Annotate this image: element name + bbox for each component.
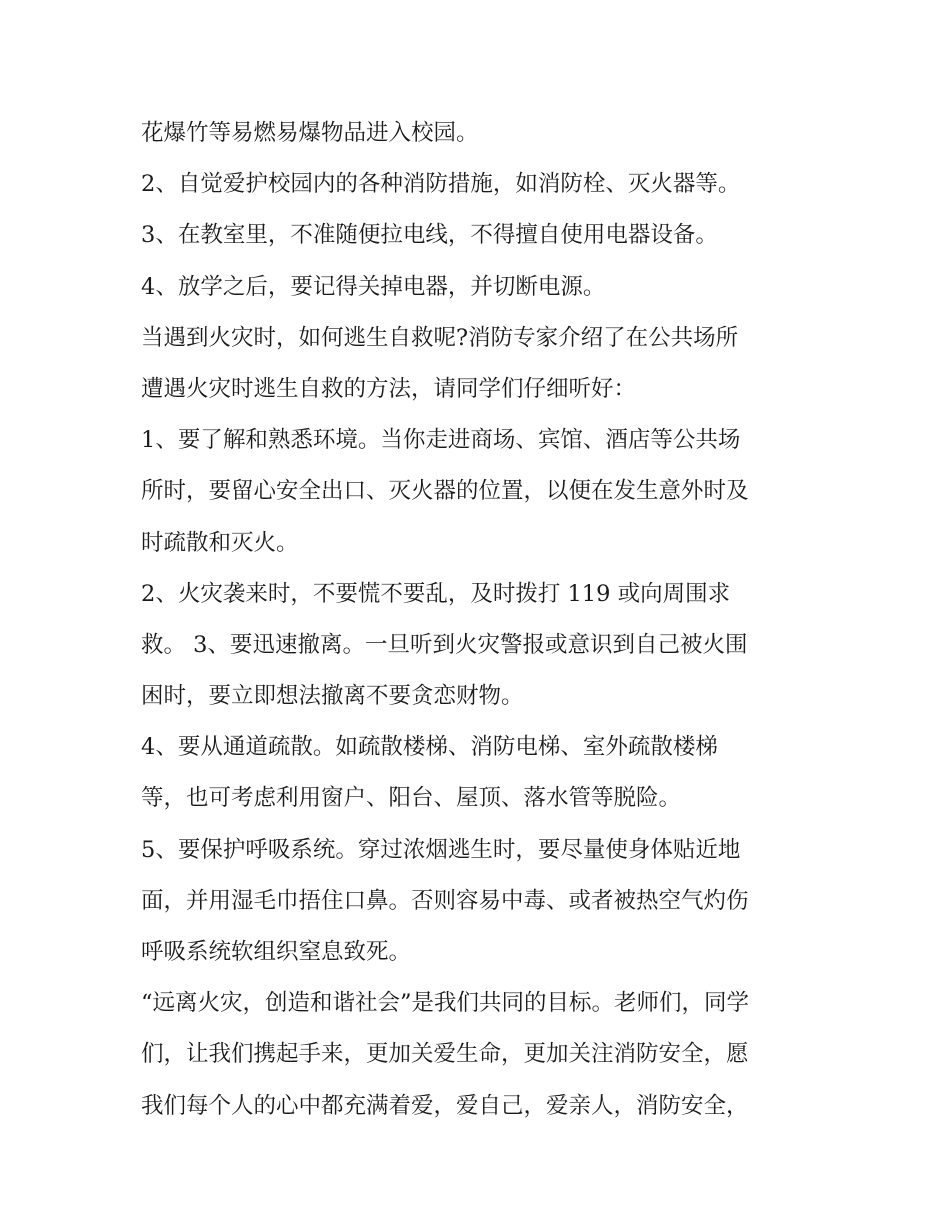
text-line: 2、自觉爱护校园内的各种消防措施，如消防栓、灭火器等。 <box>141 171 741 198</box>
text-line: 遭遇火灾时逃生自救的方法，请同学们仔细听好： <box>141 375 637 402</box>
text-line: 3、在教室里，不准随便拉电线，不得擅自使用电器设备。 <box>141 222 718 249</box>
text-line: 时疏散和灭火。 <box>141 529 299 556</box>
text-line: “远离火灾，创造和谐社会”是我们共同的目标。老师们，同学 <box>141 990 750 1017</box>
text-line: 花爆竹等易燃易爆物品进入校园。 <box>141 120 479 146</box>
text-line: 等，也可考虑利用窗户、阳台、屋顶、落水管等脱险。 <box>141 785 682 812</box>
text-line: 困时，要立即想法撤离不要贪恋财物。 <box>141 683 524 710</box>
text-line: 所时，要留心安全出口、灭火器的位置，以便在发生意外时及 <box>141 478 749 505</box>
text-line: 我们每个人的心中都充满着爱，爱自己，爱亲人，消防安全， <box>141 1092 749 1119</box>
text-line: 4、放学之后，要记得关掉电器，并切断电源。 <box>141 273 606 300</box>
text-line: 面，并用湿毛巾捂住口鼻。否则容易中毒、或者被热空气灼伤 <box>141 887 749 914</box>
text-line: 5、要保护呼吸系统。穿过浓烟逃生时，要尽量使身体贴近地 <box>141 836 741 863</box>
text-line: 救。 3、要迅速撤离。一旦听到火灾警报或意识到自己被火围 <box>141 631 748 658</box>
text-line: 4、要从通道疏散。如疏散楼梯、消防电梯、室外疏散楼梯 <box>141 734 718 761</box>
text-line: 2、火灾袭来时，不要慌不要乱，及时拨打 119 或向周围求 <box>141 580 731 607</box>
text-line: 当遇到火灾时，如何逃生自救呢?消防专家介绍了在公共场所 <box>141 324 739 351</box>
text-line: 呼吸系统软组织窒息致死。 <box>141 939 412 965</box>
text-line: 们，让我们携起手来，更加关爱生命，更加关注消防安全，愿 <box>141 1041 749 1068</box>
document-body <box>141 108 831 1132</box>
text-line: 1、要了解和熟悉环境。当你走进商场、宾馆、酒店等公共场 <box>141 427 741 454</box>
